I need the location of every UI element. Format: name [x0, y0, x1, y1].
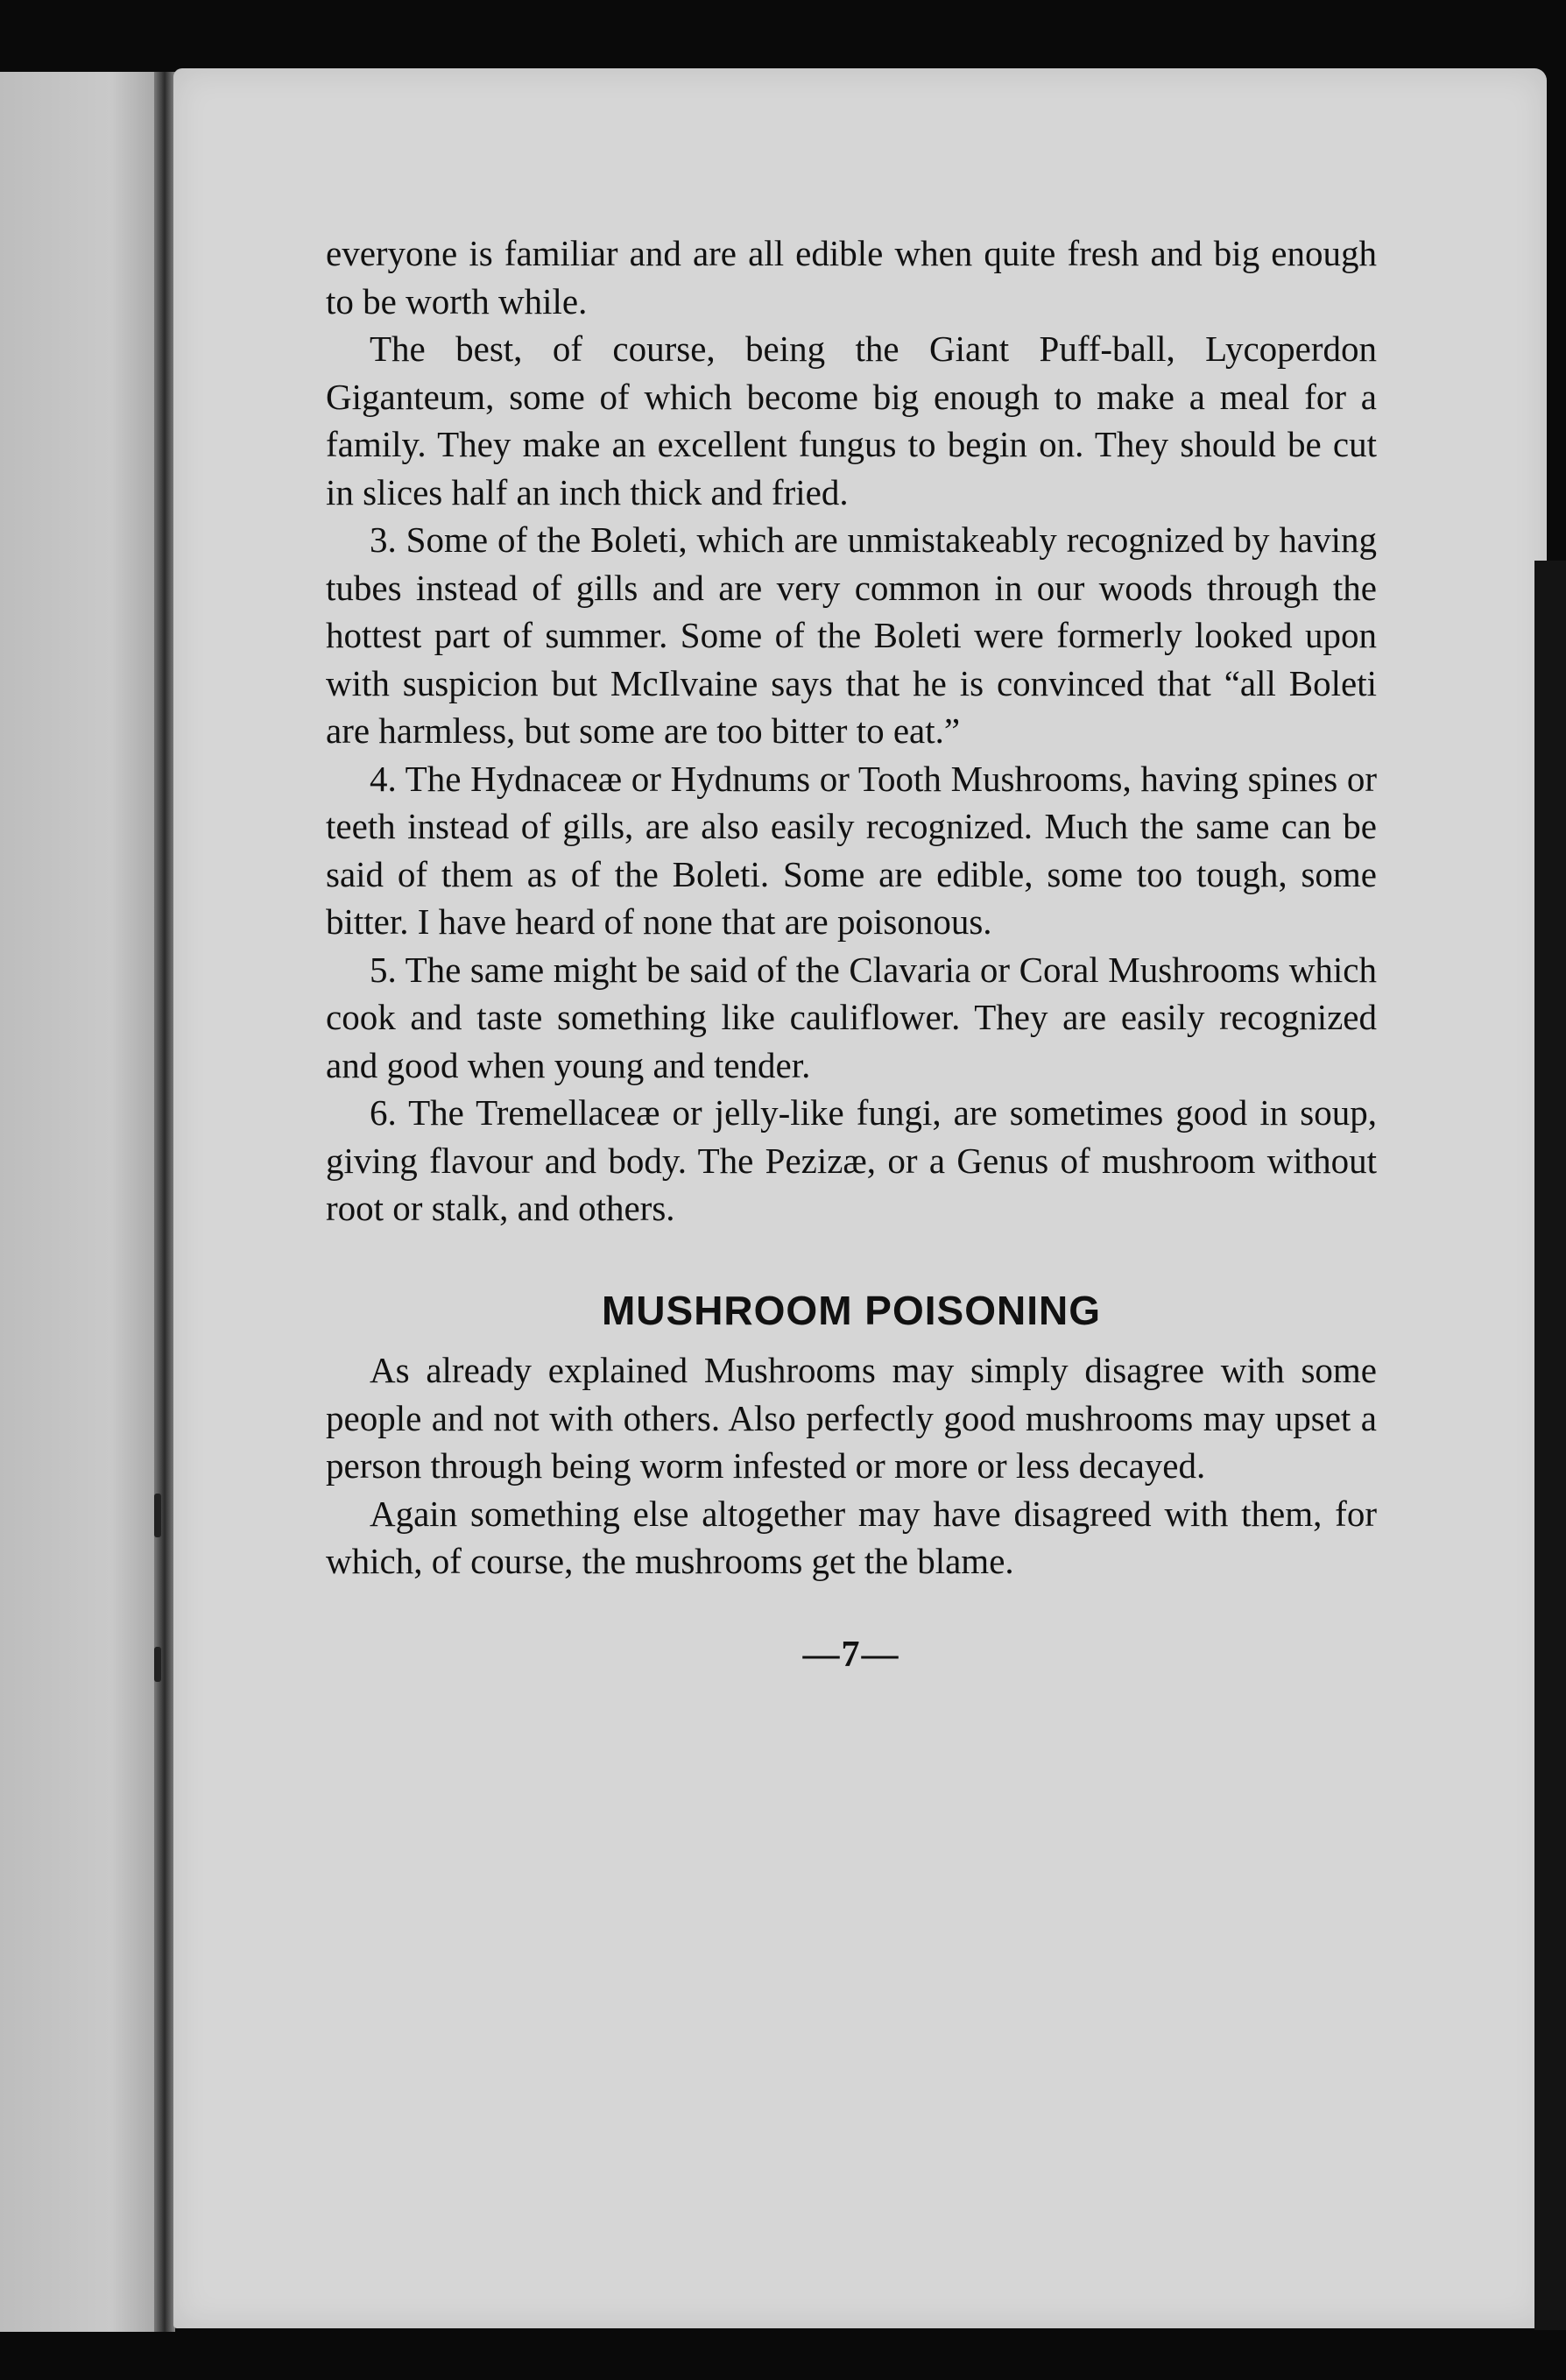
paragraph: Again something else altogether may have disagreed with them, for which, of course, the mushrooms get the blame.: [326, 1493, 1377, 1581]
page-number: —7—: [802, 1634, 900, 1675]
paragraph: As already explained Mushrooms may simply disagree with some people and not with others. Also perfectly good mushrooms may upset a person through being worm infested or more or less decayed.: [326, 1350, 1377, 1486]
paragraph: The best, of course, being the Giant Puff-ball, Lycoperdon Giganteum, some of which become big enough to make a meal for a family. They make an excellent fungus to begin on. They should be cut in slices half an inch thick and fried.: [326, 328, 1377, 512]
paragraph: 3. Some of the Boleti, which are unmistakeably recognized by having tubes instead of gills and are very common in our woods through the hottest part of summer. Some of the Boleti were formerly looked upon with suspicion but McIlvaine says that he is convinced that “all Boleti are harmless, but some are too bitter to eat.”: [326, 519, 1377, 751]
page-body: [326, 230, 1377, 1678]
binding-staple-mark: [154, 1647, 161, 1682]
paragraph: 5. The same might be said of the Clavaria or Coral Mushrooms which cook and taste something like cauliflower. They are easily recognized and good when young and tender.: [326, 949, 1377, 1085]
paragraph: 4. The Hydnaceæ or Hydnums or Tooth Mushrooms, having spines or teeth instead of gills, are also easily recognized. Much the same can be said of them as of the Boleti. Some are edible, some too tough, some bitter. I have heard of none that are poisonous.: [326, 758, 1377, 942]
paragraph: 6. The Tremellaceæ or jelly-like fungi, are sometimes good in soup, giving flavour and body. The Pezizæ, or a Genus of mushroom without root or stalk, and others.: [326, 1092, 1377, 1228]
scan-border: [1534, 561, 1566, 2330]
section-heading: MUSHROOM POISONING: [601, 1287, 1102, 1333]
facing-page-edge: [0, 72, 158, 2332]
book-gutter: [154, 72, 175, 2332]
paragraph: everyone is familiar and are all edible when quite fresh and big enough to be worth while.: [326, 233, 1377, 321]
binding-staple-mark: [154, 1494, 161, 1537]
